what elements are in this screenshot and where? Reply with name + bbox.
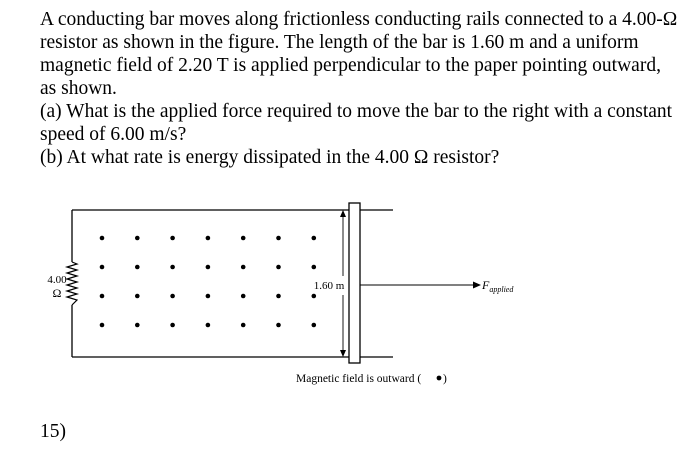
field-caption-close: ) bbox=[443, 373, 447, 385]
field-dot bbox=[276, 236, 281, 241]
bar-length-label: 1.60 m bbox=[313, 280, 345, 292]
field-caption bbox=[296, 373, 421, 385]
field-dot bbox=[170, 294, 175, 299]
field-dot bbox=[206, 323, 211, 328]
length-arrow-bottom bbox=[340, 350, 346, 357]
field-dot bbox=[170, 236, 175, 241]
resistor-value-label: 4.00 bbox=[47, 274, 67, 286]
field-dot bbox=[276, 323, 281, 328]
outward-dot-icon bbox=[437, 376, 442, 381]
problem-part-b: (b) At what rate is energy dissipated in the 4.00 Ω resistor? bbox=[40, 147, 500, 168]
field-dot bbox=[100, 236, 105, 241]
field-dot bbox=[135, 323, 140, 328]
field-dot bbox=[241, 265, 246, 270]
conducting-bar bbox=[349, 203, 360, 363]
field-dot bbox=[100, 294, 105, 299]
field-dot bbox=[241, 236, 246, 241]
field-dot bbox=[100, 265, 105, 270]
problem-part-a: (a) What is the applied force required to move the bar to the right with a constant speed of 6.00 m/s? bbox=[40, 101, 673, 145]
magnetic-field-dots bbox=[100, 236, 316, 328]
force-symbol: F bbox=[482, 278, 490, 292]
field-dot bbox=[100, 323, 105, 328]
field-caption-text: Magnetic field is outward ( bbox=[296, 373, 422, 385]
field-dot bbox=[312, 323, 317, 328]
force-arrow-head bbox=[473, 282, 481, 289]
resistor-unit-label: Ω bbox=[52, 286, 62, 300]
field-dot bbox=[276, 265, 281, 270]
field-dot bbox=[312, 294, 317, 299]
force-label bbox=[481, 278, 514, 294]
field-dot bbox=[135, 236, 140, 241]
resistor-zigzag bbox=[67, 262, 77, 305]
field-dot bbox=[312, 265, 317, 270]
field-dot bbox=[241, 294, 246, 299]
field-dot bbox=[206, 265, 211, 270]
problem-intro: A conducting bar moves along frictionless conducting rails connected to a 4.00-Ω resistor as shown in the figure. The length of the bar is 1.60 m and a uniform magnetic field of 2.20 T is applied perpendicular to the paper pointing outward, as shown. bbox=[40, 9, 678, 99]
field-dot bbox=[276, 294, 281, 299]
field-dot bbox=[241, 323, 246, 328]
length-arrow-top bbox=[340, 210, 346, 217]
field-dot bbox=[135, 265, 140, 270]
field-dot bbox=[170, 323, 175, 328]
force-subscript: applied bbox=[489, 285, 514, 294]
field-dot bbox=[170, 265, 175, 270]
field-dot bbox=[206, 236, 211, 241]
field-dot bbox=[312, 236, 317, 241]
field-dot bbox=[206, 294, 211, 299]
problem-number: 15) bbox=[40, 421, 66, 442]
field-dot bbox=[135, 294, 140, 299]
